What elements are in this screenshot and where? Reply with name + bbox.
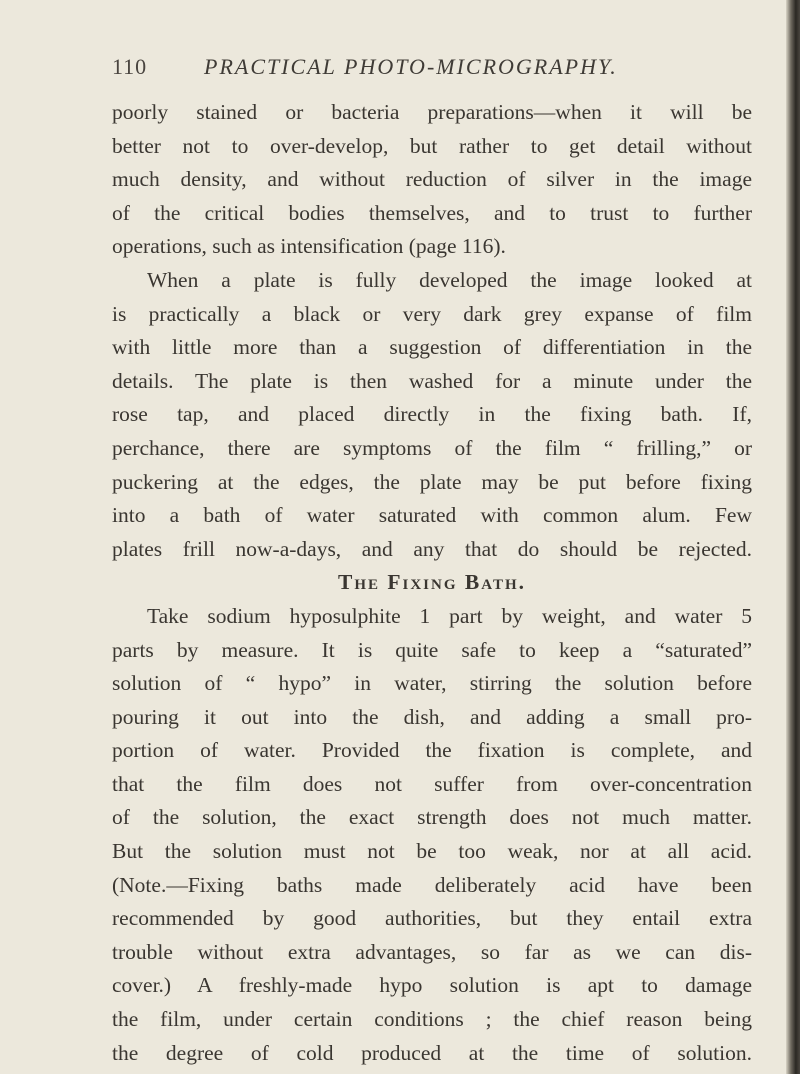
page-edge-shadow [786, 0, 800, 1074]
text-line: the degree of cold produced at the time of solution. [112, 1040, 752, 1065]
page-body [112, 96, 752, 1070]
text-line: with little more than a suggestion of differentiation in the [112, 335, 752, 360]
text-line: (Note.—Fixing baths made deliberately acid have been [112, 872, 752, 897]
text-line: operations, such as intensification (page 116). [112, 234, 506, 259]
running-head: PRACTICAL PHOTO-MICROGRAPHY. [204, 54, 618, 79]
text-line: pouring it out into the dish, and adding a small pro- [112, 704, 752, 729]
text-line: portion of water. Provided the fixation is complete, and [112, 738, 752, 763]
text-line: solution of “ hypo” in water, stirring the solution before [112, 671, 752, 696]
text-line: into a bath of water saturated with common alum. Few [112, 503, 752, 528]
text-line: trouble without extra advantages, so far as we can dis- [112, 939, 752, 964]
paragraph-1 [112, 96, 752, 264]
text-line: But the solution must not be too weak, nor at all acid. [112, 839, 752, 864]
text-line: poorly stained or bacteria preparations—when it will be [112, 100, 752, 124]
page-header [112, 54, 752, 84]
text-line: of the critical bodies themselves, and to trust to further [112, 200, 752, 225]
text-line: details. The plate is then washed for a minute under the [112, 368, 752, 393]
section-heading: The Fixing Bath. [337, 570, 526, 595]
text-line: rose tap, and placed directly in the fixing bath. If, [112, 402, 752, 427]
text-line: parts by measure. It is quite safe to keep a “saturated” [112, 637, 752, 662]
text-line: better not to over-develop, but rather to get detail without [112, 133, 752, 158]
text-line: puckering at the edges, the plate may be put before fixing [112, 469, 752, 494]
text-line: the film, under certain conditions ; the chief reason being [112, 1007, 752, 1032]
text-line: that the film does not suffer from over-concentration [112, 771, 752, 796]
text-line: cover.) A freshly-made hypo solution is apt to damage [112, 973, 752, 998]
text-line: perchance, there are symptoms of the film “ frilling,” or [112, 435, 752, 460]
text-line: recommended by good authorities, but they entail extra [112, 906, 752, 931]
text-line: plates frill now-a-days, and any that do should be rejected. [112, 536, 752, 561]
text-line: When a plate is fully developed the image looked at [147, 267, 752, 292]
paragraph-3 [112, 600, 752, 1070]
paragraph-2 [112, 264, 752, 566]
text-line: Take sodium hyposulphite 1 part by weight, and water 5 [147, 603, 752, 628]
text-line: much density, and without reduction of silver in the image [112, 167, 752, 192]
text-line: is practically a black or very dark grey expanse of film [112, 301, 752, 326]
text-line: of the solution, the exact strength does not much matter. [112, 805, 752, 830]
page-number: 110 [112, 54, 148, 79]
